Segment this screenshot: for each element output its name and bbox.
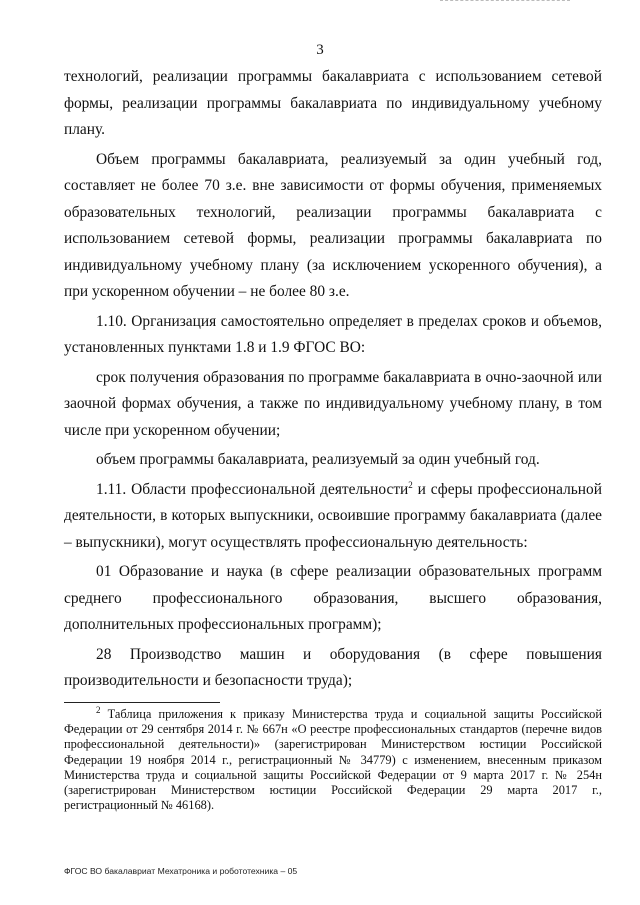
paragraph-1-11 <box>64 477 602 557</box>
footnote <box>64 704 602 813</box>
paragraph-volume: Объем программы бакалавриата, реализуемый за один учебный год, составляет не более 70 з.е. вне зависимости от формы обучения, применяемых образовательных технологий, реализации программы бакалавриата с использованием сетевой формы, реализации программы бакалавриата по индивидуальному учебному плану (за исключением ускоренного обучения), а при ускоренном обучении – не более 80 з.е. <box>64 150 602 300</box>
page-number: 3 <box>316 42 324 58</box>
footnote-reference[interactable]: 2 <box>408 479 413 490</box>
footnote-separator <box>64 702 220 703</box>
page-footer: ФГОС ВО бакалавриат Мехатроника и робототехника – 05 <box>64 866 298 876</box>
paragraph-1-11-rest: и сферы профессиональной деятельности, в которых выпускники, освоившие программу бакалавриата (далее – выпускники), могут осуществлять профессиональную деятельность: <box>64 480 602 551</box>
body-text <box>64 64 602 695</box>
footnote-text: Таблица приложения к приказу Министерства труда и социальной защиты Российской Федерации от 29 сентября 2014 г. № 667н «О реестре профессиональных стандартов (перечне видов профессиональной деятельности)» (зарегистрирован Министерством юстиции Российской Федерации 19 ноября 2014 г., регистрационный № 34779) с изменением, внесенным приказом Министерства труда и социальной защиты Российской Федерации от 9 марта 2017 г. № 254н (зарегистрирован Министерством юстиции Российской Федерации 29 марта 2017 г., регистрационный № 46168). <box>64 707 602 813</box>
paragraph-area-01: 01 Образование и наука (в сфере реализации образовательных программ среднего профессионального образования, высшего образования, дополнительных профессиональных программ); <box>64 563 602 633</box>
paragraph-continuation: технологий, реализации программы бакалавриата с использованием сетевой формы, реализации программы бакалавриата по индивидуальному учебному плану. <box>64 68 602 138</box>
footnote-marker: 2 <box>96 704 101 715</box>
paragraph-area-28: 28 Производство машин и оборудования (в сфере повышения производительности и безопасности труда); <box>64 645 602 689</box>
scan-top-line <box>440 0 570 1</box>
paragraph-term: срок получения образования по программе бакалавриата в очно-заочной или заочной формах обучения, а также по индивидуальному учебному плану, в том числе при ускоренном обучении; <box>64 368 602 439</box>
paragraph-volume-year: объем программы бакалавриата, реализуемый за один учебный год. <box>96 451 540 468</box>
paragraph-1-11-lead: Области профессиональной деятельности <box>131 480 409 498</box>
paragraph-1-10: 1.10. Организация самостоятельно определяет в пределах сроков и объемов, установленных пунктами 1.8 и 1.9 ФГОС ВО: <box>64 312 602 356</box>
paragraph-number: 1.11. <box>96 480 127 498</box>
